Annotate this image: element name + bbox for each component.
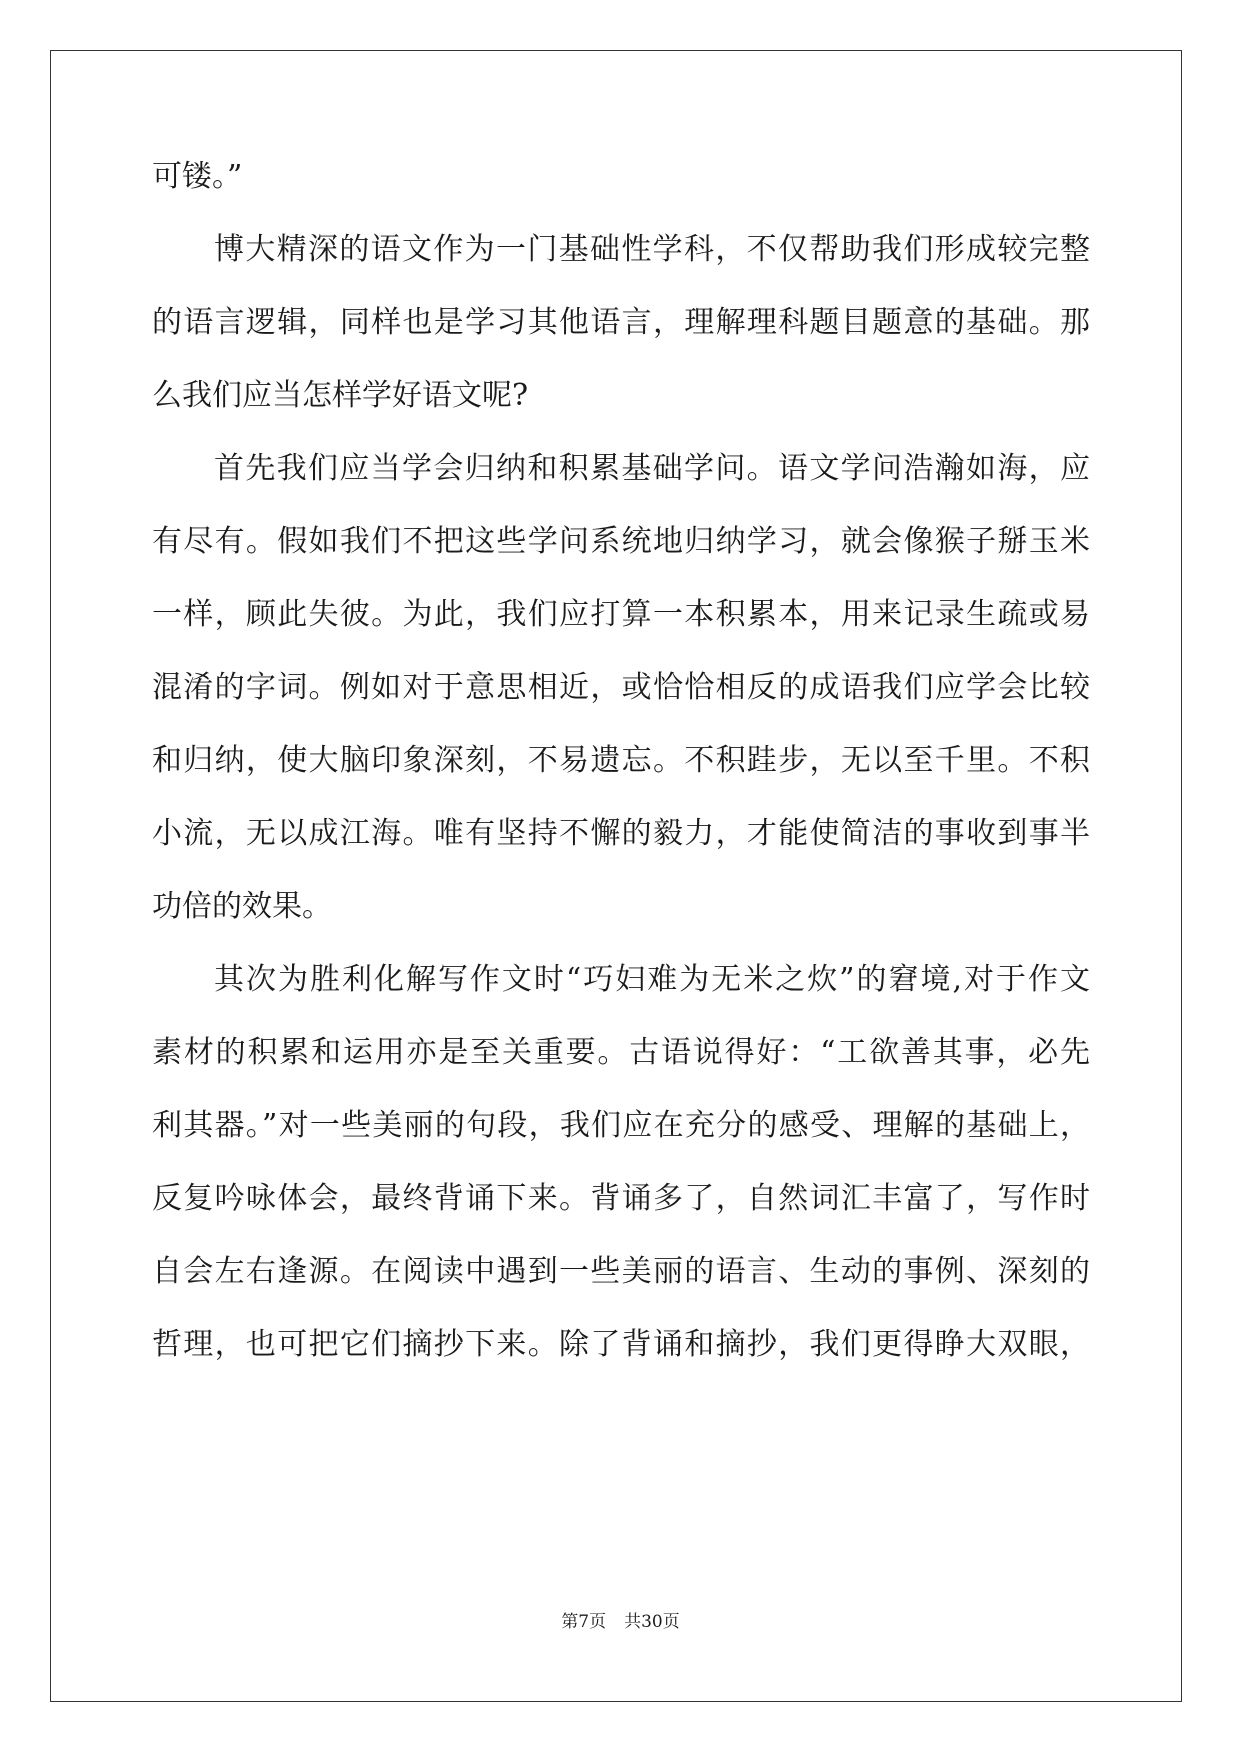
text-line: 素材的积累和运用亦是至关重要。古语说得好：“工欲善其事，必先 bbox=[152, 1035, 1090, 1070]
text-line: 和归纳，使大脑印象深刻，不易遗忘。不积跬步，无以至千里。不积 bbox=[152, 743, 1090, 778]
text-line: 哲理，也可把它们摘抄下来。除了背诵和摘抄，我们更得睁大双眼， bbox=[152, 1327, 1090, 1362]
text-line: 利其器。”对一些美丽的句段，我们应在充分的感受、理解的基础上， bbox=[152, 1108, 1090, 1143]
page-number: 第7页 bbox=[561, 1612, 607, 1632]
text-line: 么我们应当怎样学好语文呢? bbox=[152, 378, 529, 413]
text-line: 反复吟咏体会，最终背诵下来。背诵多了，自然词汇丰富了，写作时 bbox=[152, 1181, 1090, 1216]
text-line: 的语言逻辑，同样也是学习其他语言，理解理科题目题意的基础。那 bbox=[152, 305, 1090, 340]
paragraph-first-line: 博大精深的语文作为一门基础性学科，不仅帮助我们形成较完整 bbox=[214, 232, 1090, 267]
paragraph-first-line: 首先我们应当学会归纳和积累基础学问。语文学问浩瀚如海，应 bbox=[214, 451, 1090, 486]
text-line: 功倍的效果。 bbox=[152, 889, 332, 924]
text-line: 一样，顾此失彼。为此，我们应打算一本积累本，用来记录生疏或易 bbox=[152, 597, 1090, 632]
total-pages: 共30页 bbox=[624, 1612, 680, 1632]
text-line: 混淆的字词。例如对于意思相近，或恰恰相反的成语我们应学会比较 bbox=[152, 670, 1090, 705]
page-footer bbox=[0, 1607, 1241, 1632]
text-line: 有尽有。假如我们不把这些学问系统地归纳学习，就会像猴子掰玉米 bbox=[152, 524, 1090, 559]
text-line: 可镂。” bbox=[152, 159, 243, 194]
text-line: 自会左右逢源。在阅读中遇到一些美丽的语言、生动的事例、深刻的 bbox=[152, 1254, 1090, 1289]
text-line: 小流，无以成江海。唯有坚持不懈的毅力，才能使简洁的事收到事半 bbox=[152, 816, 1090, 851]
page-border bbox=[50, 50, 1182, 1702]
paragraph-first-line: 其次为胜利化解写作文时“巧妇难为无米之炊”的窘境,对于作文 bbox=[214, 962, 1090, 997]
